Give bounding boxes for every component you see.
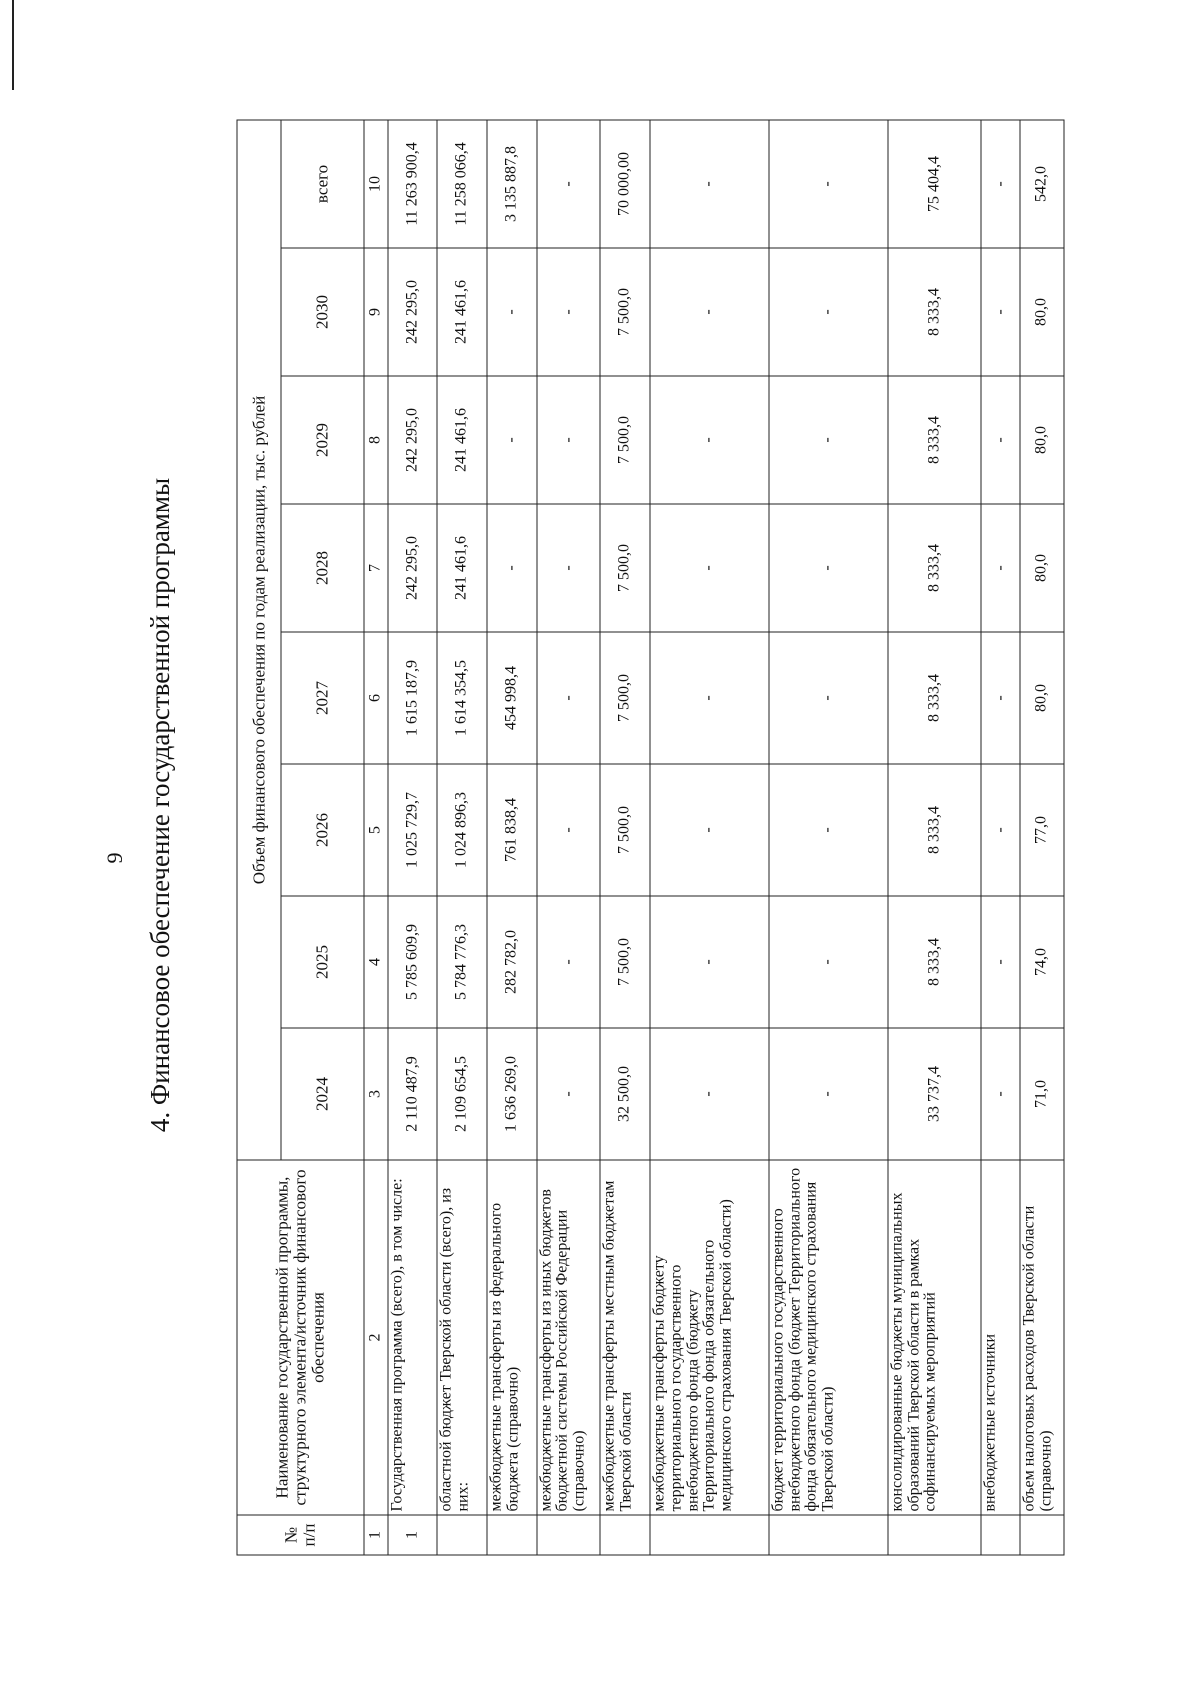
row-year-value: 5 785 609,9 xyxy=(387,896,437,1028)
row-year-value: 77,0 xyxy=(1019,764,1063,896)
row-year-value: - xyxy=(768,248,887,376)
row-total-value: - xyxy=(768,120,887,248)
row-year-value: 241 461,6 xyxy=(437,376,487,504)
row-year-value: 5 784 776,3 xyxy=(437,896,487,1028)
row-year-value: 241 461,6 xyxy=(437,248,487,376)
row-year-value: - xyxy=(981,896,1020,1028)
row-year-value: 1 025 729,7 xyxy=(387,764,437,896)
row-year-value: 2 110 487,9 xyxy=(387,1028,437,1160)
row-year-value: 1 614 354,5 xyxy=(437,632,487,764)
row-year-value: 8 333,4 xyxy=(887,896,981,1028)
row-number xyxy=(536,1515,600,1555)
table-row xyxy=(536,120,600,1555)
row-name: Государственная программа (всего), в том числе: xyxy=(387,1160,437,1515)
row-year-value: - xyxy=(768,376,887,504)
row-year-value: 2 109 654,5 xyxy=(437,1028,487,1160)
row-year-value: 80,0 xyxy=(1019,504,1063,632)
row-year-value: 242 295,0 xyxy=(387,248,437,376)
row-year-value: 7 500,0 xyxy=(600,632,650,764)
table-row xyxy=(649,120,768,1555)
row-year-value: - xyxy=(768,896,887,1028)
row-total-value: 75 404,4 xyxy=(887,120,981,248)
row-year-value: 1 024 896,3 xyxy=(437,764,487,896)
row-total-value: 11 258 066,4 xyxy=(437,120,487,248)
col-number: 9 xyxy=(363,248,387,376)
row-total-value: 70 000,00 xyxy=(600,120,650,248)
row-year-value: - xyxy=(649,632,768,764)
table-row xyxy=(981,120,1020,1555)
row-total-value: - xyxy=(536,120,600,248)
row-number xyxy=(768,1515,887,1555)
header-total: всего xyxy=(281,120,364,248)
financing-table xyxy=(236,119,1064,1555)
row-year-value: 7 500,0 xyxy=(600,248,650,376)
row-year-value: - xyxy=(536,896,600,1028)
row-year-value: 80,0 xyxy=(1019,376,1063,504)
row-total-value: 3 135 887,8 xyxy=(486,120,536,248)
table-row xyxy=(768,120,887,1555)
row-name: межбюджетные трансферты из федерального бюджета (справочно) xyxy=(486,1160,536,1515)
header-year: 2024 xyxy=(281,1028,364,1160)
row-name: консолидированные бюджеты муниципальных образований Тверской области в рамках софинансируемых мероприятий xyxy=(887,1160,981,1515)
page-title: 4. Финансовое обеспечение государственной программы xyxy=(145,477,175,1133)
header-name: Наименование государственной программы, структурного элемента/источник финансового обеспечения xyxy=(237,1160,364,1515)
row-year-value: - xyxy=(536,632,600,764)
row-name: межбюджетные трансферты местным бюджетам Тверской области xyxy=(600,1160,650,1515)
row-year-value: 242 295,0 xyxy=(387,376,437,504)
row-year-value: 7 500,0 xyxy=(600,504,650,632)
row-year-value: - xyxy=(536,504,600,632)
col-number: 10 xyxy=(363,120,387,248)
row-total-value: - xyxy=(981,120,1020,248)
row-year-value: - xyxy=(649,764,768,896)
row-year-value: 454 998,4 xyxy=(486,632,536,764)
row-year-value: - xyxy=(649,376,768,504)
table-row xyxy=(486,120,536,1555)
header-num: № п/п xyxy=(237,1515,364,1555)
row-number xyxy=(437,1515,487,1555)
row-year-value: - xyxy=(981,376,1020,504)
row-year-value: 80,0 xyxy=(1019,632,1063,764)
table-row xyxy=(437,120,487,1555)
row-year-value: 7 500,0 xyxy=(600,764,650,896)
row-year-value: - xyxy=(768,632,887,764)
row-year-value: - xyxy=(981,764,1020,896)
col-number: 1 xyxy=(363,1515,387,1555)
row-total-value: 11 263 900,4 xyxy=(387,120,437,248)
row-total-value: 542,0 xyxy=(1019,120,1063,248)
row-year-value: 33 737,4 xyxy=(887,1028,981,1160)
header-year: 2029 xyxy=(281,376,364,504)
header-year: 2030 xyxy=(281,248,364,376)
row-year-value: - xyxy=(768,764,887,896)
row-year-value: 8 333,4 xyxy=(887,632,981,764)
row-year-value: 1 636 269,0 xyxy=(486,1028,536,1160)
row-year-value: 8 333,4 xyxy=(887,764,981,896)
row-name: бюджет территориального государственного внебюджетного фонда (бюджет Территориального фонда обязательного медицинского страхования Тверской области) xyxy=(768,1160,887,1515)
row-year-value: - xyxy=(649,896,768,1028)
row-year-value: 7 500,0 xyxy=(600,376,650,504)
col-number: 5 xyxy=(363,764,387,896)
row-year-value: 7 500,0 xyxy=(600,896,650,1028)
row-year-value: - xyxy=(536,1028,600,1160)
row-year-value: - xyxy=(536,376,600,504)
header-group: Объем финансового обеспечения по годам реализации, тыс. рублей xyxy=(237,120,281,1160)
header-year: 2028 xyxy=(281,504,364,632)
row-number xyxy=(887,1515,981,1555)
col-number: 4 xyxy=(363,896,387,1028)
col-number: 3 xyxy=(363,1028,387,1160)
row-year-value: - xyxy=(649,504,768,632)
col-number: 8 xyxy=(363,376,387,504)
row-year-value: 80,0 xyxy=(1019,248,1063,376)
row-name: межбюджетные трансферты из иных бюджетов бюджетной системы Российской Федерации (справочно) xyxy=(536,1160,600,1515)
row-number xyxy=(981,1515,1020,1555)
row-year-value: - xyxy=(649,1028,768,1160)
row-number: 1 xyxy=(387,1515,437,1555)
row-year-value: 1 615 187,9 xyxy=(387,632,437,764)
header-year: 2025 xyxy=(281,896,364,1028)
table-row xyxy=(600,120,650,1555)
header-year: 2027 xyxy=(281,632,364,764)
row-year-value: - xyxy=(486,248,536,376)
row-number xyxy=(486,1515,536,1555)
row-year-value: - xyxy=(981,248,1020,376)
table-row xyxy=(387,120,437,1555)
row-name: внебюджетные источники xyxy=(981,1160,1020,1515)
table-row xyxy=(887,120,981,1555)
row-year-value: - xyxy=(486,376,536,504)
row-name: межбюджетные трансферты бюджету территориального государственного внебюджетного фонда (бюджету Территориального фонда обязательного медицинского страхования Тверской области) xyxy=(649,1160,768,1515)
col-number: 7 xyxy=(363,504,387,632)
row-year-value: 32 500,0 xyxy=(600,1028,650,1160)
col-number: 6 xyxy=(363,632,387,764)
row-year-value: - xyxy=(536,764,600,896)
row-year-value: 241 461,6 xyxy=(437,504,487,632)
financing-table-wrapper xyxy=(236,121,1064,1556)
row-year-value: - xyxy=(981,504,1020,632)
row-year-value: - xyxy=(981,1028,1020,1160)
row-year-value: 8 333,4 xyxy=(887,248,981,376)
row-year-value: - xyxy=(536,248,600,376)
row-number xyxy=(600,1515,650,1555)
page-number: 9 xyxy=(102,852,127,864)
row-year-value: - xyxy=(649,248,768,376)
col-number: 2 xyxy=(363,1160,387,1515)
row-number xyxy=(649,1515,768,1555)
row-year-value: - xyxy=(486,504,536,632)
row-number xyxy=(1019,1515,1063,1555)
table-body xyxy=(387,120,1063,1555)
row-year-value: 282 782,0 xyxy=(486,896,536,1028)
table-row xyxy=(1019,120,1063,1555)
row-year-value: 8 333,4 xyxy=(887,376,981,504)
row-year-value: 761 838,4 xyxy=(486,764,536,896)
row-name: объем налоговых расходов Тверской области (справочно) xyxy=(1019,1160,1063,1515)
row-year-value: 242 295,0 xyxy=(387,504,437,632)
row-year-value: 71,0 xyxy=(1019,1028,1063,1160)
row-year-value: - xyxy=(981,632,1020,764)
row-total-value: - xyxy=(649,120,768,248)
row-year-value: 8 333,4 xyxy=(887,504,981,632)
header-year: 2026 xyxy=(281,764,364,896)
row-name: областной бюджет Тверской области (всего), из них: xyxy=(437,1160,487,1515)
row-year-value: - xyxy=(768,1028,887,1160)
scan-edge-line xyxy=(12,0,14,90)
row-year-value: 74,0 xyxy=(1019,896,1063,1028)
row-year-value: - xyxy=(768,504,887,632)
